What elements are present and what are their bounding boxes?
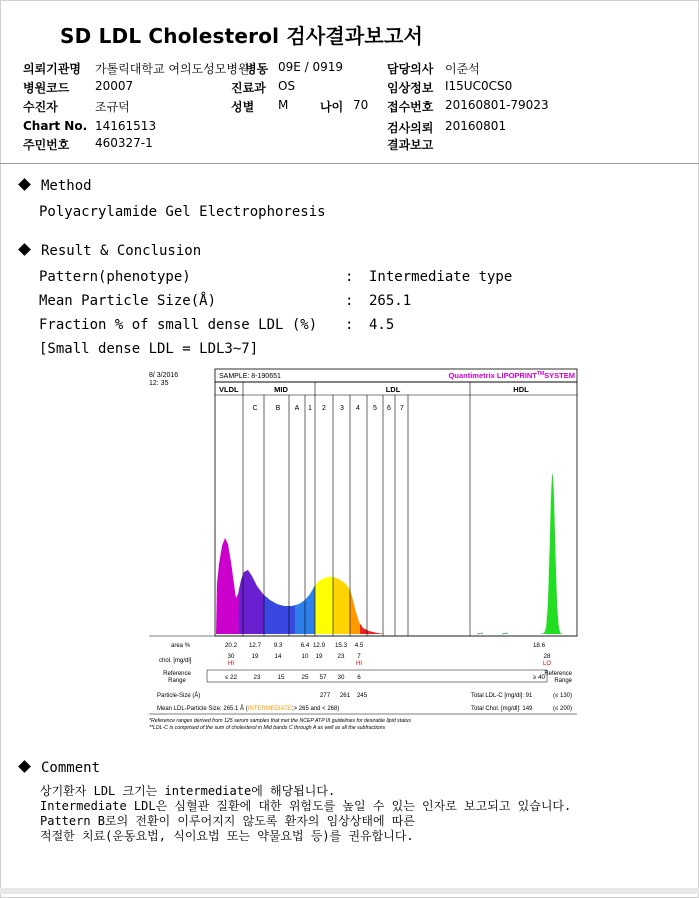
area-value: 9.3 [273,642,283,649]
hospital-code-value: 20007 [95,79,134,93]
area-value: 15.3 [334,642,348,649]
band-label-1: 1 [308,405,312,412]
sex-label: 성별 [231,100,255,114]
chart-brand: Quantimetrix LIPOPRINT™SYSTEM [448,371,575,380]
pattern-sep: : [345,269,354,285]
band-label-B: B [275,405,281,412]
chol-flag: HI [228,661,234,667]
particle-size-sep: : [345,293,354,309]
band-label-7: 7 [400,405,404,412]
comment-line-4: 적절한 치료(운동요법, 식이요법 또는 약물요법 등)를 권유합니다. [40,829,414,843]
area-row-label: area % [171,643,191,649]
chol-flag: LO [542,661,552,667]
bullet-icon [18,178,31,191]
band-label-5: 5 [373,405,377,412]
chart-no-value: 14161513 [95,119,157,133]
ref-value: 25 [301,674,309,681]
result-heading: Result & Conclusion [20,243,201,259]
chart-time: 12: 35 [149,380,169,387]
comment-line-3: Pattern B로의 전환이 이루어지지 않도록 환자의 임상상태에 따른 [40,814,415,828]
particle-size-label: Mean Particle Size(Å) [39,293,217,309]
comment-line-2: Intermediate LDL은 심혈관 질환에 대한 위험도를 높일 수 있는 인자로 보고되고 있습니다. [40,799,572,813]
particle-size-value: 265.1 [369,293,412,309]
footer-bar [0,888,699,894]
total-ldl: Total LDL-C [mg/dl]: 91 [471,693,533,699]
doctor-label: 담당의사 [387,62,434,76]
band-label-6: 6 [387,405,391,412]
footnote-1: *Reference ranges derived from 125 serum samples that met the NCEP ATP III guidelines for desirable lipid status [149,718,411,724]
chart-no-label: Chart No. [23,119,88,133]
ref-value: 57 [319,674,327,681]
total-chol: Total Chol. [mg/dl]: 149 [471,706,533,712]
particle-size-value: 245 [356,692,368,699]
ref-value: 6 [357,674,361,681]
clinical-label: 임상정보 [387,81,434,95]
header-divider [0,163,699,164]
ref-value: ≤ 22 [225,674,237,681]
doctor-value: 이준석 [445,62,480,76]
sex-value: M [278,98,289,112]
method-heading: Method [20,178,92,194]
comment-heading: Comment [20,760,100,776]
fraction-value: 4.5 [369,317,395,333]
area-value: 6.4 [300,642,310,649]
area-value: 12.7 [248,642,262,649]
total-chol-ref: (≤ 200) [553,706,572,712]
fraction-sep: : [345,317,354,333]
particle-size-value: 261 [339,692,351,699]
rrn-label: 주민번호 [23,138,70,152]
receipt-value: 20160801-79023 [445,98,549,112]
total-ldl-ref: (≤ 130) [553,693,572,699]
group-vldl: VLDL [219,385,239,394]
mean-size: Mean LDL-Particle Size: 265.1 Å (INTERMEDIATE;> 265 and < 268) [157,706,340,712]
chart-date: 8/ 3/2016 [149,372,179,379]
sdldl-note: [Small dense LDL = LDL3~7] [39,341,259,357]
chol-value: 7 [357,653,361,660]
ldl1-area [315,577,333,634]
rrn-value: 460327-1 [95,136,153,150]
footnote-2: **LDL-C is comprised of the sum of cholesterol in Mid bands C through A as well as all the subfractions [149,725,386,731]
chol-value: 10 [301,653,309,660]
dept-label: 진료과 [231,81,266,95]
pattern-label: Pattern(phenotype) [39,269,191,285]
chol-value: 14 [274,653,282,660]
institution-value: 가톨릭대학교 여의도성모병원 [95,62,250,76]
area-value: 12.9 [312,642,326,649]
hospital-code-label: 병원코드 [23,81,70,95]
band-label-2: 2 [322,405,326,412]
particle-size-value: 277 [319,692,331,699]
patient-label: 수진자 [23,100,58,114]
chol-value: 19 [315,653,323,660]
receipt-label: 접수번호 [387,100,434,114]
chol-value: 23 [337,653,345,660]
ward-value: 09E / 0919 [278,60,344,74]
report-title: SD LDL Cholesterol 검사결과보고서 [60,24,423,48]
group-ldl: LDL [385,385,401,394]
dept-value: OS [278,79,296,93]
ref-row-label: Reference [163,671,191,677]
age-value: 70 [353,98,369,112]
clinical-value: I15UC0CS0 [445,79,513,93]
lipoprint-svg [147,366,581,732]
ref-value: ≥ 40 [533,674,545,681]
ref-value: 23 [253,674,261,681]
pattern-value: Intermediate type [369,269,513,285]
bullet-icon [18,760,31,773]
request-value: 20160801 [445,119,507,133]
chol-flag: HI [356,661,362,667]
age-label: 나이 [320,100,344,114]
institution-label: 의뢰기관명 [23,62,81,76]
particle-row-label: Particle-Size (Å) [157,693,201,699]
area-value: 20.2 [224,642,238,649]
comment-line-1: 상기환자 LDL 크기는 intermediate에 해당됩니다. [40,784,336,798]
report-label: 결과보고 [387,138,434,152]
ref-right-label2: Range [554,678,572,684]
chol-value: 19 [251,653,259,660]
area-value: 4.5 [354,642,364,649]
method-text: Polyacrylamide Gel Electrophoresis [39,204,326,220]
chol-value: 28 [543,653,551,660]
band-label-A: A [294,405,300,412]
area-value: 18.6 [532,642,546,649]
patient-value: 조규덕 [95,100,130,114]
group-mid: MID [274,385,288,394]
chol-row-label: chol. [mg/dl] [159,658,192,664]
fraction-label: Fraction % of small dense LDL (%) [39,317,318,333]
ref-row-label2: Range [168,678,186,684]
band-label-C: C [252,405,258,412]
chart-sample: SAMPLE: 8-190651 [219,373,281,380]
ref-right-label: Reference [544,671,572,677]
request-label: 검사의뢰 [387,121,434,135]
bullet-icon [18,243,31,256]
ref-value: 30 [337,674,345,681]
band-label-4: 4 [356,405,360,412]
group-hdl: HDL [513,385,529,394]
chol-value: 30 [227,653,235,660]
band-label-3: 3 [340,405,344,412]
ref-value: 15 [277,674,285,681]
lipoprint-chart [147,366,581,732]
ward-label: 병동 [245,62,269,76]
